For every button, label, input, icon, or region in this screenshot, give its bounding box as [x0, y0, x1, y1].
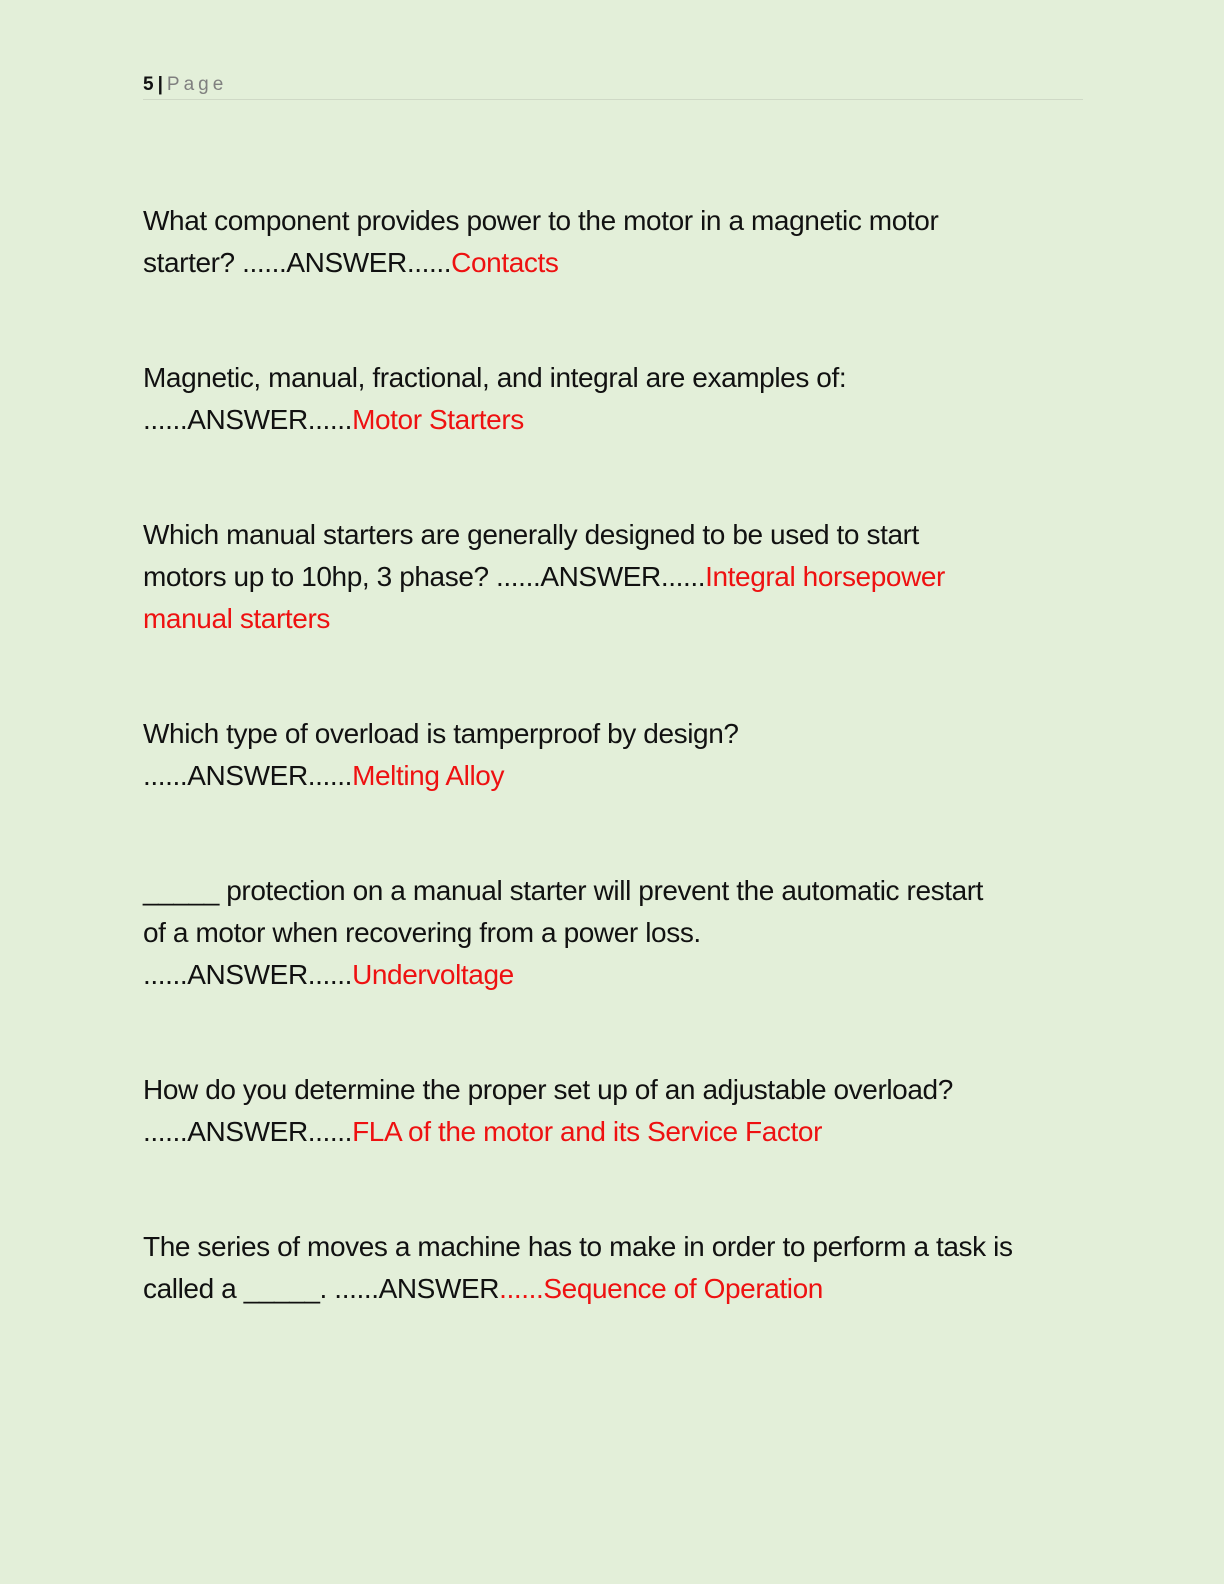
- question-text: ......ANSWER......: [143, 404, 353, 435]
- page-separator: |: [157, 74, 163, 95]
- question-line: What component provides power to the motor in a magnetic motor: [143, 205, 939, 236]
- question-line: [143, 1268, 1088, 1310]
- question-line: [143, 242, 1088, 284]
- question-line: [143, 556, 1088, 598]
- page-label: Page: [166, 74, 228, 95]
- question-line: Which manual starters are generally designed to be used to start: [143, 519, 919, 550]
- qa-item: [143, 713, 1088, 797]
- question-line: Magnetic, manual, fractional, and integral are examples of:: [143, 362, 847, 393]
- qa-item: [143, 1226, 1088, 1310]
- question-line: [143, 954, 1088, 996]
- qa-item: [143, 357, 1088, 441]
- question-text: called a _____. ......ANSWER: [143, 1273, 500, 1304]
- qa-item: [143, 200, 1088, 284]
- question-text: ......ANSWER......: [143, 760, 353, 791]
- answer-text: manual starters: [143, 603, 330, 634]
- page-number: 5: [143, 74, 154, 95]
- answer-text: Motor Starters: [352, 404, 524, 435]
- question-line: _____ protection on a manual starter will prevent the automatic restart: [143, 875, 984, 906]
- answer-text: Melting Alloy: [352, 760, 505, 791]
- question-line: [143, 755, 1088, 797]
- answer-text: Integral horsepower: [705, 561, 945, 592]
- question-line: [143, 1111, 1088, 1153]
- page-header: [143, 72, 1083, 100]
- question-text: starter? ......ANSWER......: [143, 247, 452, 278]
- answer-line: [143, 598, 1088, 640]
- question-text: ......ANSWER......: [143, 1116, 353, 1147]
- question-text: motors up to 10hp, 3 phase? ......ANSWER......: [143, 561, 706, 592]
- qa-item: [143, 1069, 1088, 1153]
- question-line: The series of moves a machine has to make in order to perform a task is: [143, 1231, 1013, 1262]
- qa-list: [143, 200, 1088, 1383]
- qa-item: [143, 870, 1088, 996]
- question-line: How do you determine the proper set up of an adjustable overload?: [143, 1074, 953, 1105]
- question-line: [143, 399, 1088, 441]
- question-line: Which type of overload is tamperproof by design?: [143, 718, 739, 749]
- question-text: ......ANSWER......: [143, 959, 353, 990]
- question-line: of a motor when recovering from a power loss.: [143, 917, 701, 948]
- answer-text: FLA of the motor and its Service Factor: [352, 1116, 823, 1147]
- answer-text: Contacts: [451, 247, 559, 278]
- answer-text: ......Sequence of Operation: [499, 1273, 823, 1304]
- answer-text: Undervoltage: [352, 959, 514, 990]
- qa-item: [143, 514, 1088, 640]
